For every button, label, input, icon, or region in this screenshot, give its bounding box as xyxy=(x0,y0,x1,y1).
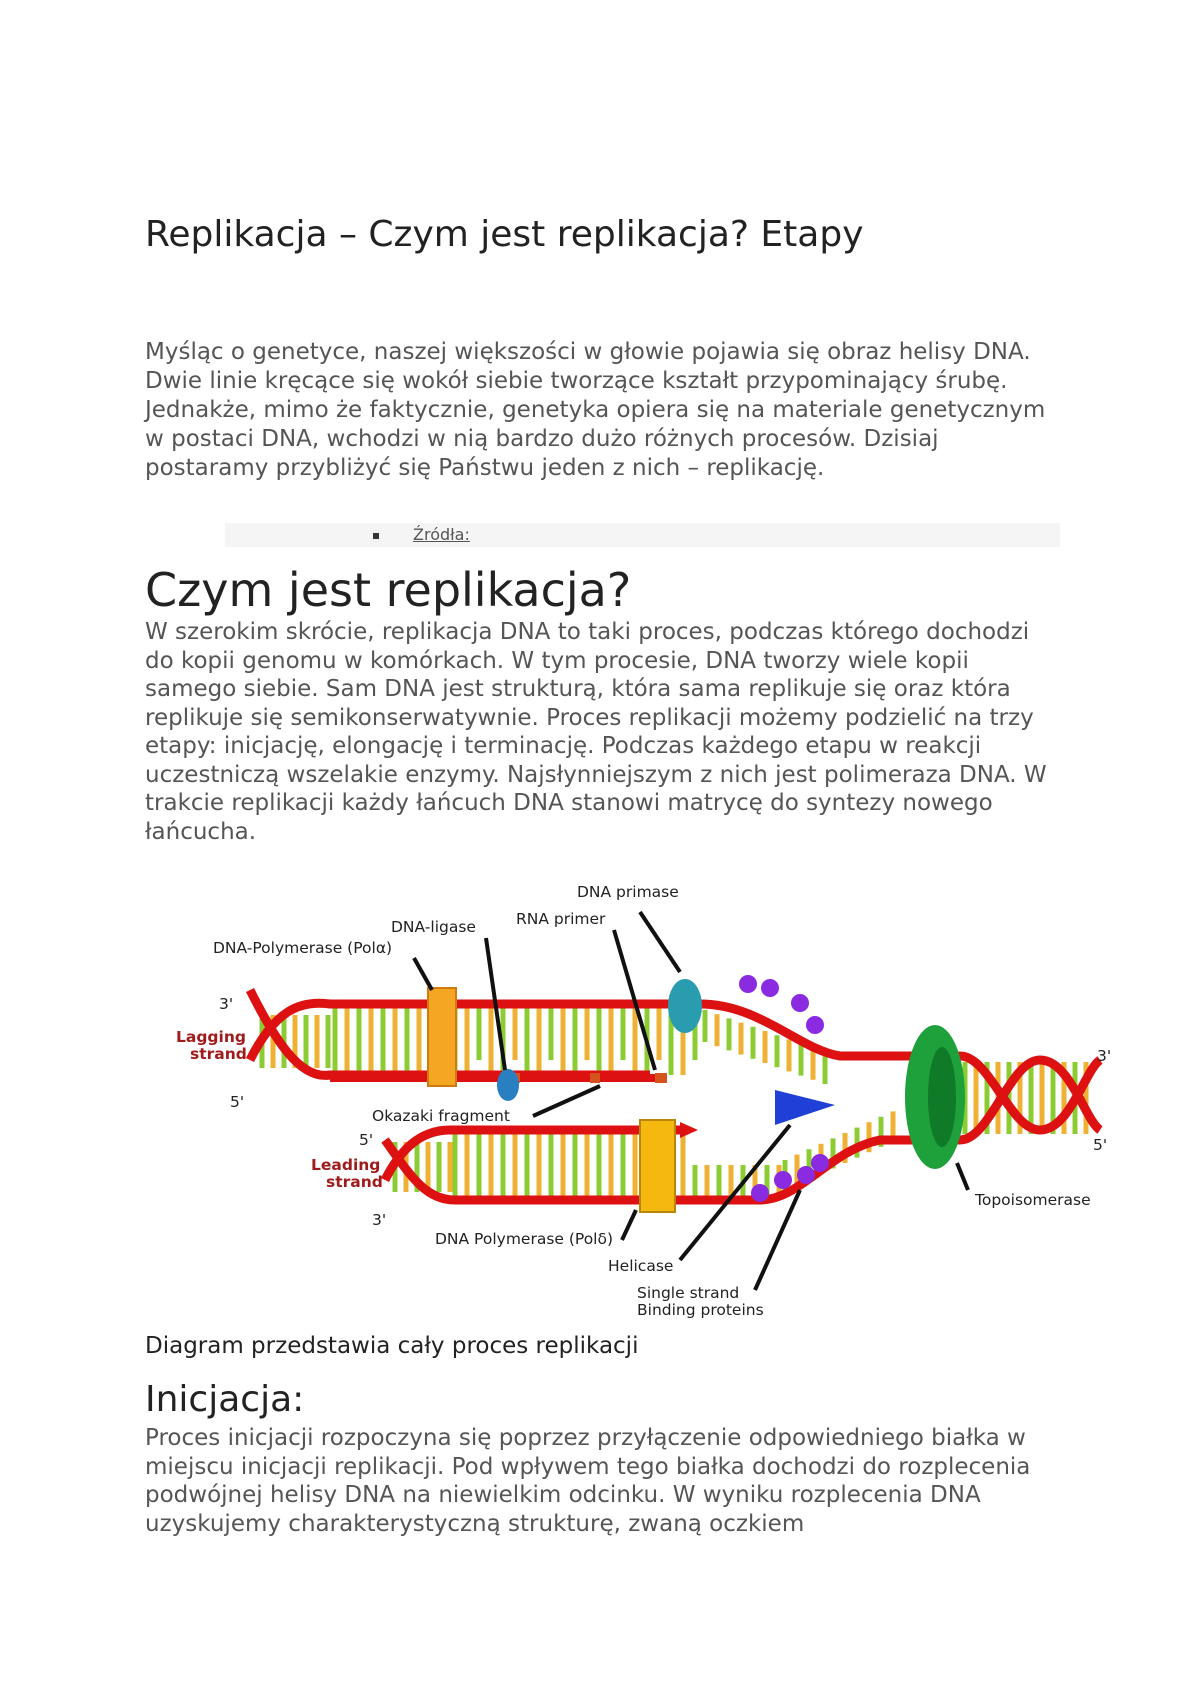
leading-strand-bases xyxy=(395,1111,893,1196)
diagram-caption: Diagram przedstawia cały proces replikacji xyxy=(145,1333,639,1359)
leading-strand-arrowhead xyxy=(680,1122,698,1138)
lagging-strand-bases xyxy=(262,1008,825,1084)
label-okazaki: Okazaki fragment xyxy=(372,1107,510,1125)
dna-primase-shape xyxy=(668,979,702,1033)
leading-helix-backbone-a xyxy=(385,1130,680,1180)
label-dna-primase: DNA primase xyxy=(577,883,679,901)
topoisomerase-ring-outer xyxy=(905,1025,965,1169)
ssb-proteins-top xyxy=(739,975,824,1034)
helicase-shape xyxy=(775,1090,835,1125)
label-ssb-2: Binding proteins xyxy=(637,1301,764,1319)
leading-helix-backbone-b xyxy=(385,1140,920,1200)
label-helicase: Helicase xyxy=(608,1257,674,1275)
lagging-template-backbone xyxy=(330,1004,900,1056)
label-polymerase-alpha: DNA-Polymerase (Polα) xyxy=(213,939,393,957)
parent-helix-backbone-b xyxy=(920,1060,1100,1140)
section-paragraph-initiation: Proces inicjacji rozpoczyna się poprzez przyłączenie odpowiedniego białka w miejscu inicjacji replikacji. Pod wpływem tego białka dochodzi do rozplecenia podwójnej helisy DNA na niewielkim odcinku. W wyniku rozplecenia DNA uzyskujemy charakterystyczną strukturę, zwaną oczkiem xyxy=(145,1425,1031,1537)
label-end-3-top-left: 3' xyxy=(219,995,234,1013)
label-end-3-right: 3' xyxy=(1097,1047,1112,1065)
parent-helix-bases xyxy=(965,1062,1086,1134)
label-lagging-1: Lagging xyxy=(176,1028,246,1046)
lagging-helix-backbone-b xyxy=(250,990,650,1075)
bullet-icon xyxy=(373,533,379,539)
label-rna-primer: RNA primer xyxy=(516,910,606,928)
sources-list-item xyxy=(225,523,1060,547)
label-end-5-bottom-left: 5' xyxy=(359,1131,374,1149)
topoisomerase-ring-hole xyxy=(928,1047,956,1147)
label-polymerase-delta: DNA Polymerase (Polδ) xyxy=(435,1230,614,1248)
sources-link[interactable]: Źródła: xyxy=(413,525,470,544)
rna-primer-mark-1 xyxy=(500,1073,520,1083)
rna-primer-mark-3 xyxy=(655,1073,667,1083)
rna-primer-mark-2 xyxy=(590,1073,600,1083)
label-topoisomerase: Topoisomerase xyxy=(975,1191,1091,1209)
polymerase-alpha-shape xyxy=(428,988,456,1086)
label-leading-1: Leading xyxy=(311,1156,381,1174)
intro-paragraph: Myśląc o genetyce, naszej większości w głowie pojawia się obraz helisy DNA. Dwie linie kręcące się wokół siebie tworzące kształt przypominający śrubę. Jednakże, mimo że faktycznie, genetyka opiera się na materiale genetycznym w postaci DNA, wchodzi w nią bardzo dużo różnych procesów. Dzisiaj postaramy przybliżyć się Państwu jeden z nich – replikację. xyxy=(145,339,1046,481)
polymerase-delta-shape xyxy=(640,1120,675,1212)
parent-helix-backbone-a xyxy=(900,1056,1100,1130)
label-end-5-top-left: 5' xyxy=(230,1093,245,1111)
section-heading-initiation: Inicjacja: xyxy=(145,1379,305,1420)
label-leading-2: strand xyxy=(326,1173,383,1191)
label-lagging-2: strand xyxy=(190,1045,247,1063)
pointer-lines xyxy=(414,912,968,1290)
label-ssb-1: Single strand xyxy=(637,1284,740,1302)
section-paragraph-what-is-replication: W szerokim skrócie, replikacja DNA to taki proces, podczas którego dochodzi do kopii genomu w komórkach. W tym procesie, DNA tworzy wiele kopii samego siebie. Sam DNA jest strukturą, która sama replikuje się oraz która replikuje się semikonserwatywnie. Proces replikacji możemy podzielić na trzy etapy: inicjację, elongację i terminację. Podczas każdego etapu w reakcji uczestniczą wszelakie enzymy. Najsłynniejszym z nich jest polimeraza DNA. W trakcie replikacji każdy łańcuch DNA stanowi matrycę do syntezy nowego łańcucha. xyxy=(145,619,1047,845)
label-dna-ligase: DNA-ligase xyxy=(391,918,476,936)
page-title: Replikacja – Czym jest replikacja? Etapy xyxy=(145,214,864,255)
ssb-proteins-bottom xyxy=(751,1154,829,1202)
label-end-5-right: 5' xyxy=(1093,1136,1108,1154)
label-end-3-bottom-left: 3' xyxy=(372,1211,387,1229)
section-heading-what-is-replication: Czym jest replikacja? xyxy=(145,563,632,617)
lagging-helix-backbone-a xyxy=(250,1003,650,1060)
dna-ligase-shape xyxy=(497,1069,519,1101)
